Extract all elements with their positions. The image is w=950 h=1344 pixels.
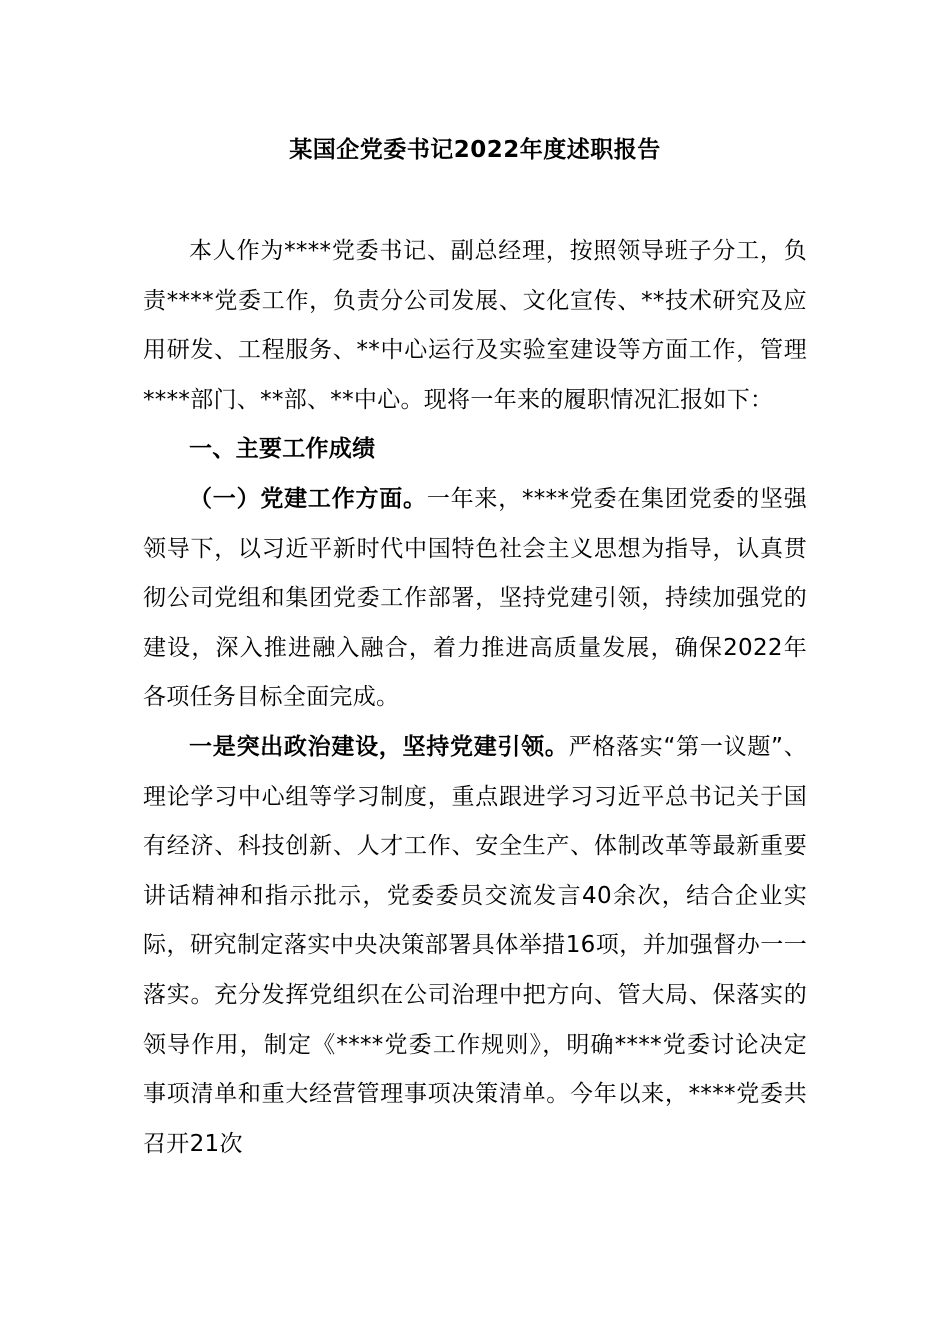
document-title: 某国企党委书记2022年度述职报告 bbox=[289, 137, 661, 163]
party-building-paragraph bbox=[143, 475, 807, 723]
point-heading: 一是突出政治建设，坚持党建引领。 bbox=[189, 733, 569, 760]
section-heading: 一、主要工作成绩 bbox=[189, 436, 376, 463]
point-text: 严格落实“第一议题”、理论学习中心组等学习制度，重点跟进学习习近平总书记关于国有经济、科技创新、人才工作、安全生产、体制改革等最新重要讲话精神和指示批示，党委委员交流发言40余次，结合企业实际，研究制定落实中央决策部署具体举措16项，并加强督办一一落实。充分发挥党组织在公司治理中把方向、管大局、保落实的领导作用，制定《****党委工作规则》，明确****党委讨论决定事项清单和重大经营管理事项决策清单。今年以来，****党委共召开21次 bbox=[143, 733, 807, 1157]
subsection-text: 一年来，****党委在集团党委的坚强领导下，以习近平新时代中国特色社会主义思想为指导，认真贯彻公司党组和集团党委工作部署，坚持党建引领，持续加强党的建设，深入推进融入融合，着力推进高质量发展，确保2022年各项任务目标全面完成。 bbox=[143, 485, 808, 711]
subsection-heading: （一）党建工作方面。 bbox=[189, 485, 427, 512]
intro-paragraph: 本人作为****党委书记、副总经理，按照领导班子分工，负责****党委工作，负责分公司发展、文化宣传、**技术研究及应用研发、工程服务、**中心运行及实验室建设等方面工作，管理****部门、**部、**中心。现将一年来的履职情况汇报如下： bbox=[143, 238, 807, 413]
political-building-paragraph bbox=[143, 723, 807, 1169]
document-body bbox=[143, 227, 807, 1169]
